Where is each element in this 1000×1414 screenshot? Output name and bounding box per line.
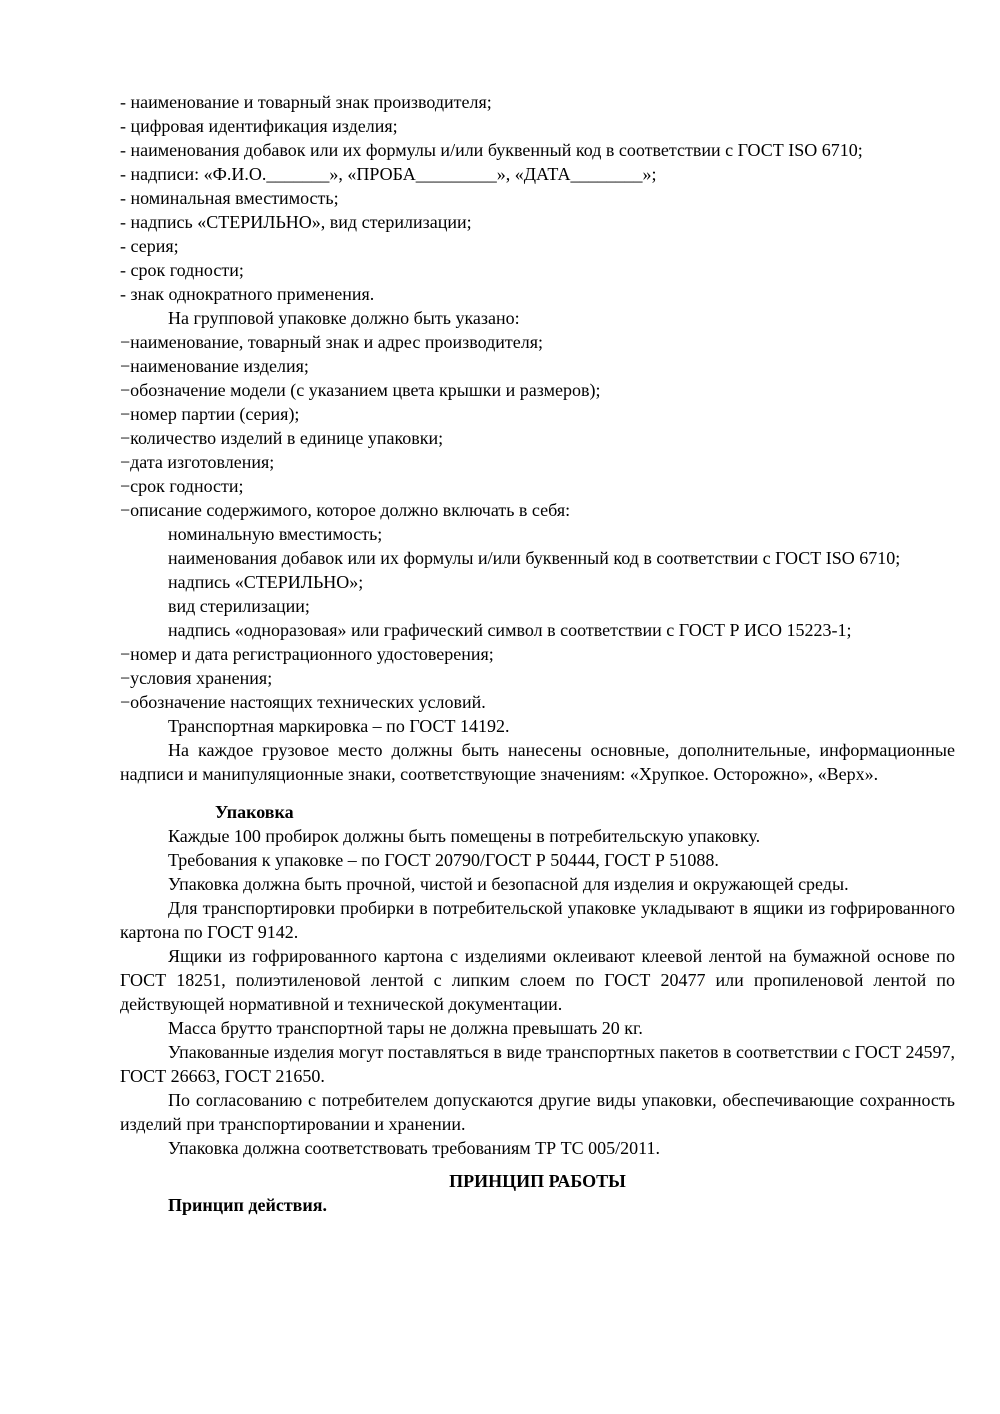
- group-packaging-intro: На групповой упаковке должно быть указано:: [168, 308, 520, 328]
- packaging-paragraph: Масса брутто транспортной тары не должна превышать 20 кг.: [168, 1018, 643, 1038]
- contents-sublist-item: номинальную вместимость;: [168, 524, 383, 544]
- contents-sublist-item: надпись «одноразовая» или графический символ в соответствии с ГОСТ Р ИСО 15223-1;: [168, 620, 852, 640]
- marking-list-item: - знак однократного применения.: [120, 284, 375, 304]
- group-list-item: −условия хранения;: [120, 668, 273, 688]
- principle-section: [120, 1169, 955, 1217]
- principle-subheading: Принцип действия.: [168, 1195, 327, 1215]
- marking-list-item: - срок годности;: [120, 260, 244, 280]
- principle-heading: ПРИНЦИП РАБОТЫ: [449, 1171, 626, 1191]
- group-list-item: −количество изделий в единице упаковки;: [120, 428, 444, 448]
- cargo-note-paragraph: На каждое грузовое место должны быть нанесены основные, дополнительные, информационные надписи и манипуляционные знаки, соответствующие значениям: «Хрупкое. Осторожно», «Верх».: [120, 740, 955, 784]
- packaging-paragraph: Каждые 100 пробирок должны быть помещены в потребительскую упаковку.: [168, 826, 761, 846]
- group-list-item: −обозначение настоящих технических условий.: [120, 692, 486, 712]
- packaging-paragraph: Для транспортировки пробирки в потребительской упаковке укладывают в ящики из гофрированного картона по ГОСТ 9142.: [120, 898, 955, 942]
- packaging-paragraph: Упакованные изделия могут поставляться в виде транспортных пакетов в соответствии с ГОСТ 24597, ГОСТ 26663, ГОСТ 21650.: [120, 1042, 955, 1086]
- group-list-item: −дата изготовления;: [120, 452, 275, 472]
- transport-marking-paragraph: Транспортная маркировка – по ГОСТ 14192.: [168, 716, 510, 736]
- packaging-paragraph: Упаковка должна быть прочной, чистой и безопасной для изделия и окружающей среды.: [168, 874, 849, 894]
- marking-list-item: - серия;: [120, 236, 179, 256]
- contents-sublist-item: наименования добавок или их формулы и/или буквенный код в соответствии с ГОСТ ISO 6710;: [168, 548, 901, 568]
- contents-sublist-item: вид стерилизации;: [168, 596, 310, 616]
- marking-list-item: - надписи: «Ф.И.О._______», «ПРОБА_________», «ДАТА________»;: [120, 164, 657, 184]
- marking-section: [120, 90, 955, 786]
- packaging-paragraph: Упаковка должна соответствовать требованиям ТР ТС 005/2011.: [168, 1138, 660, 1158]
- contents-sublist-item: надпись «СТЕРИЛЬНО»;: [168, 572, 364, 592]
- marking-list-item: - цифровая идентификация изделия;: [120, 116, 398, 136]
- group-list-item: −номер и дата регистрационного удостоверения;: [120, 644, 494, 664]
- group-list-item: −наименование изделия;: [120, 356, 309, 376]
- marking-list-item: - номинальная вместимость;: [120, 188, 339, 208]
- packaging-paragraph: По согласованию с потребителем допускаются другие виды упаковки, обеспечивающие сохранность изделий при транспортировании и хранении.: [120, 1090, 955, 1134]
- group-list-item: −описание содержимого, которое должно включать в себя:: [120, 500, 571, 520]
- packaging-paragraph: Требования к упаковке – по ГОСТ 20790/ГОСТ Р 50444, ГОСТ Р 51088.: [168, 850, 719, 870]
- packaging-section: [120, 800, 955, 1160]
- group-list-item: −срок годности;: [120, 476, 244, 496]
- group-list-item: −обозначение модели (с указанием цвета крышки и размеров);: [120, 380, 601, 400]
- group-list-item: −номер партии (серия);: [120, 404, 300, 424]
- marking-list-item: - наименование и товарный знак производителя;: [120, 92, 492, 112]
- packaging-paragraph: Ящики из гофрированного картона с изделиями оклеивают клеевой лентой на бумажной основе по ГОСТ 18251, полиэтиленовой лентой с липким слоем по ГОСТ 20477 или пропиленовой лентой по действующей нормативной и технической документации.: [120, 946, 955, 1014]
- marking-list-item: - надпись «СТЕРИЛЬНО», вид стерилизации;: [120, 212, 472, 232]
- packaging-heading: Упаковка: [215, 802, 294, 822]
- group-list-item: −наименование, товарный знак и адрес производителя;: [120, 332, 543, 352]
- marking-list-item: - наименования добавок или их формулы и/или буквенный код в соответствии с ГОСТ ISO 6710;: [120, 140, 863, 160]
